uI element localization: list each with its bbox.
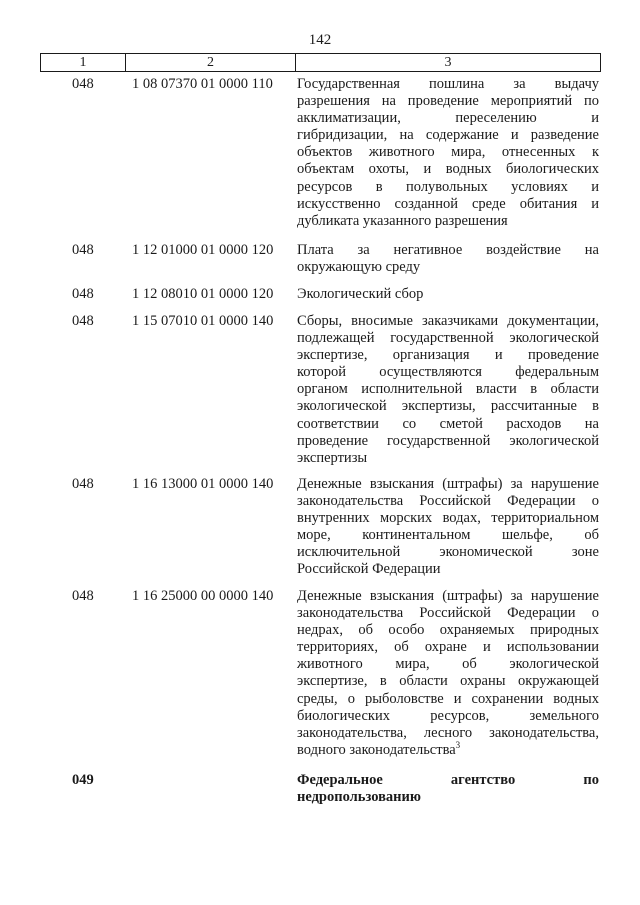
- header-col-3: 3: [444, 55, 452, 70]
- admin-code: 049: [72, 772, 94, 788]
- name-line: экологической экспертизы, рассчитанные в: [297, 398, 599, 415]
- budget-code: 1 16 13000 01 0000 140: [132, 476, 274, 492]
- income-name: [297, 588, 599, 759]
- footnote-mark: 3: [455, 740, 461, 751]
- name-line: внутренних морских водах, территориальном: [297, 510, 599, 527]
- name-line: органом исполнительной власти в области: [297, 381, 599, 398]
- income-name: [297, 313, 599, 467]
- budget-code: 1 12 08010 01 0000 120: [132, 286, 274, 302]
- name-line: законодательства, лесного законодательства,: [297, 724, 599, 741]
- name-line: экспертизе, организация и проведение: [297, 347, 599, 364]
- page-number: 142: [308, 32, 332, 48]
- name-line: акклиматизации, переселению и: [297, 110, 599, 127]
- name-line: море, континентальном шельфе, об: [297, 527, 599, 544]
- admin-code: 048: [72, 76, 94, 92]
- name-line: Федеральное агентство по: [297, 772, 599, 788]
- table-header: [40, 53, 601, 72]
- name-line: соответствии со сметой расходов на: [297, 415, 599, 432]
- name-line-text: водного законодательства: [297, 741, 456, 758]
- name-line: Российской Федерации: [297, 561, 441, 578]
- name-line: разрешения на проведение мероприятий по: [297, 93, 599, 110]
- budget-code: 1 16 25000 00 0000 140: [132, 588, 274, 604]
- name-line: Государственная пошлина за выдачу: [297, 76, 599, 92]
- name-line: дубликата указанного разрешения: [297, 212, 508, 229]
- name-line: объектов животного мира, отнесенных к: [297, 144, 599, 161]
- name-line: биологических ресурсов, земельного: [297, 707, 599, 724]
- name-line: среды, о рыболовстве и сохранении водных: [297, 690, 599, 707]
- name-line: Денежные взыскания (штрафы) за нарушение: [297, 588, 599, 604]
- name-line: недропользованию: [297, 789, 421, 806]
- name-line: животного мира, об экологической: [297, 656, 599, 673]
- admin-code: 048: [72, 476, 94, 492]
- income-name: [297, 242, 599, 276]
- header-col-1: 1: [41, 54, 126, 71]
- name-line: ресурсов в полувольных условиях и: [297, 178, 599, 195]
- name-line: Плата за негативное воздействие на: [297, 242, 599, 258]
- name-line: гибридизации, на содержание и разведение: [297, 127, 599, 144]
- name-line: проведение государственной экологической: [297, 432, 599, 449]
- income-name: [297, 76, 599, 230]
- admin-code: 048: [72, 242, 94, 258]
- budget-code: 1 15 07010 01 0000 140: [132, 313, 274, 329]
- name-line: Сборы, вносимые заказчиками документации,: [297, 313, 599, 329]
- budget-code: 1 12 01000 01 0000 120: [132, 242, 274, 258]
- admin-code: 048: [72, 286, 94, 302]
- name-line: экспертизе, в области охраны окружающей: [297, 673, 599, 690]
- name-line: которой осуществляются федеральным: [297, 364, 599, 381]
- name-line: искусственно созданной среде обитания и: [297, 195, 599, 212]
- name-line: окружающую среду: [297, 259, 421, 276]
- name-line: [297, 742, 599, 759]
- name-line: Денежные взыскания (штрафы) за нарушение: [297, 476, 599, 492]
- name-line: исключительной экономической зоне: [297, 544, 599, 561]
- name-line: экспертизы: [297, 449, 368, 466]
- name-line: Экологический сбор: [297, 286, 424, 302]
- admin-code: 048: [72, 588, 94, 604]
- agency-name: [297, 772, 599, 806]
- name-line: законодательства Российской Федерации о: [297, 493, 599, 510]
- header-col-2: 2: [126, 54, 296, 71]
- income-name: [297, 476, 599, 579]
- income-name: [297, 286, 599, 303]
- name-line: объектам охоты, и водных биологических: [297, 161, 599, 178]
- name-line: недрах, об особо охраняемых природных: [297, 622, 599, 639]
- name-line: подлежащей государственной экологической: [297, 330, 599, 347]
- name-line: законодательства Российской Федерации о: [297, 605, 599, 622]
- admin-code: 048: [72, 313, 94, 329]
- budget-code: 1 08 07370 01 0000 110: [132, 76, 273, 92]
- name-line: территориях, об охране и использовании: [297, 639, 599, 656]
